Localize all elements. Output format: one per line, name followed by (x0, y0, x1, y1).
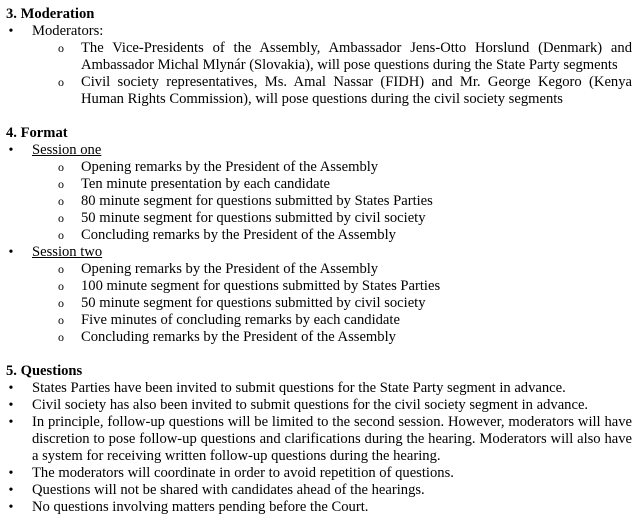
circle-bullet-icon: o (58, 228, 64, 242)
session-two-item: Five minutes of concluding remarks by each candidate (81, 312, 400, 328)
circle-bullet-icon: o (58, 194, 64, 208)
session-one-item: Concluding remarks by the President of the Assembly (81, 227, 396, 243)
bullet-icon: • (8, 381, 14, 396)
questions-item: No questions involving matters pending before the Court. (32, 499, 369, 515)
circle-bullet-icon: o (58, 177, 64, 191)
bullet-icon: • (8, 398, 14, 413)
questions-item: The moderators will coordinate in order to avoid repetition of questions. (32, 465, 454, 481)
circle-bullet-icon: o (58, 296, 64, 310)
session-one-label: Session one (32, 142, 102, 158)
questions-item: Civil society has also been invited to submit questions for the civil society segment in advance. (32, 397, 589, 413)
session-two-item: 50 minute segment for questions submitted by civil society (81, 295, 426, 311)
bullet-icon: • (8, 415, 14, 430)
section-heading-questions: 5. Questions (6, 363, 83, 379)
questions-item: Questions will not be shared with candidates ahead of the hearings. (32, 482, 425, 498)
circle-bullet-icon: o (58, 330, 64, 344)
session-one-item: 80 minute segment for questions submitted by States Parties (81, 193, 433, 209)
circle-bullet-icon: o (58, 262, 64, 276)
circle-bullet-icon: o (58, 313, 64, 327)
session-two-label: Session two (32, 244, 103, 260)
bullet-icon: • (8, 483, 14, 498)
circle-bullet-icon: o (58, 211, 64, 225)
session-one-item: Ten minute presentation by each candidate (81, 176, 330, 192)
circle-bullet-icon: o (58, 279, 64, 293)
moderation-item: Civil society representatives, Ms. Amal Nassar (FIDH) and Mr. George Kegoro (Kenya Human Rights Commission), will pose questions during the civil society segments (81, 74, 632, 107)
session-two-item: Opening remarks by the President of the Assembly (81, 261, 379, 277)
bullet-icon: • (8, 24, 14, 39)
questions-item: In principle, follow-up questions will be limited to the second session. However, moderators will have discretion to pose follow-up questions and clarifications during the hearing. Moderators will also have a system for receiving written follow-up questions during the hearing. (32, 414, 632, 464)
questions-item: States Parties have been invited to submit questions for the State Party segment in advance. (32, 380, 566, 396)
circle-bullet-icon: o (58, 160, 64, 174)
section-heading-moderation: 3. Moderation (6, 6, 95, 22)
circle-bullet-icon: o (58, 41, 64, 55)
section-heading-format: 4. Format (6, 125, 68, 141)
session-two-item: Concluding remarks by the President of the Assembly (81, 329, 396, 345)
session-two-item: 100 minute segment for questions submitted by States Parties (81, 278, 441, 294)
bullet-icon: • (8, 466, 14, 481)
bullet-icon: • (8, 245, 14, 260)
bullet-icon: • (8, 143, 14, 158)
bullet-icon: • (8, 500, 14, 515)
circle-bullet-icon: o (58, 75, 64, 89)
moderation-item: The Vice-Presidents of the Assembly, Ambassador Jens-Otto Horslund (Denmark) and Ambassador Michal Mlynár (Slovakia), will pose questions during the State Party segments (81, 40, 632, 73)
session-one-item: 50 minute segment for questions submitted by civil society (81, 210, 426, 226)
session-one-item: Opening remarks by the President of the Assembly (81, 159, 379, 175)
moderators-label: Moderators: (32, 23, 104, 39)
